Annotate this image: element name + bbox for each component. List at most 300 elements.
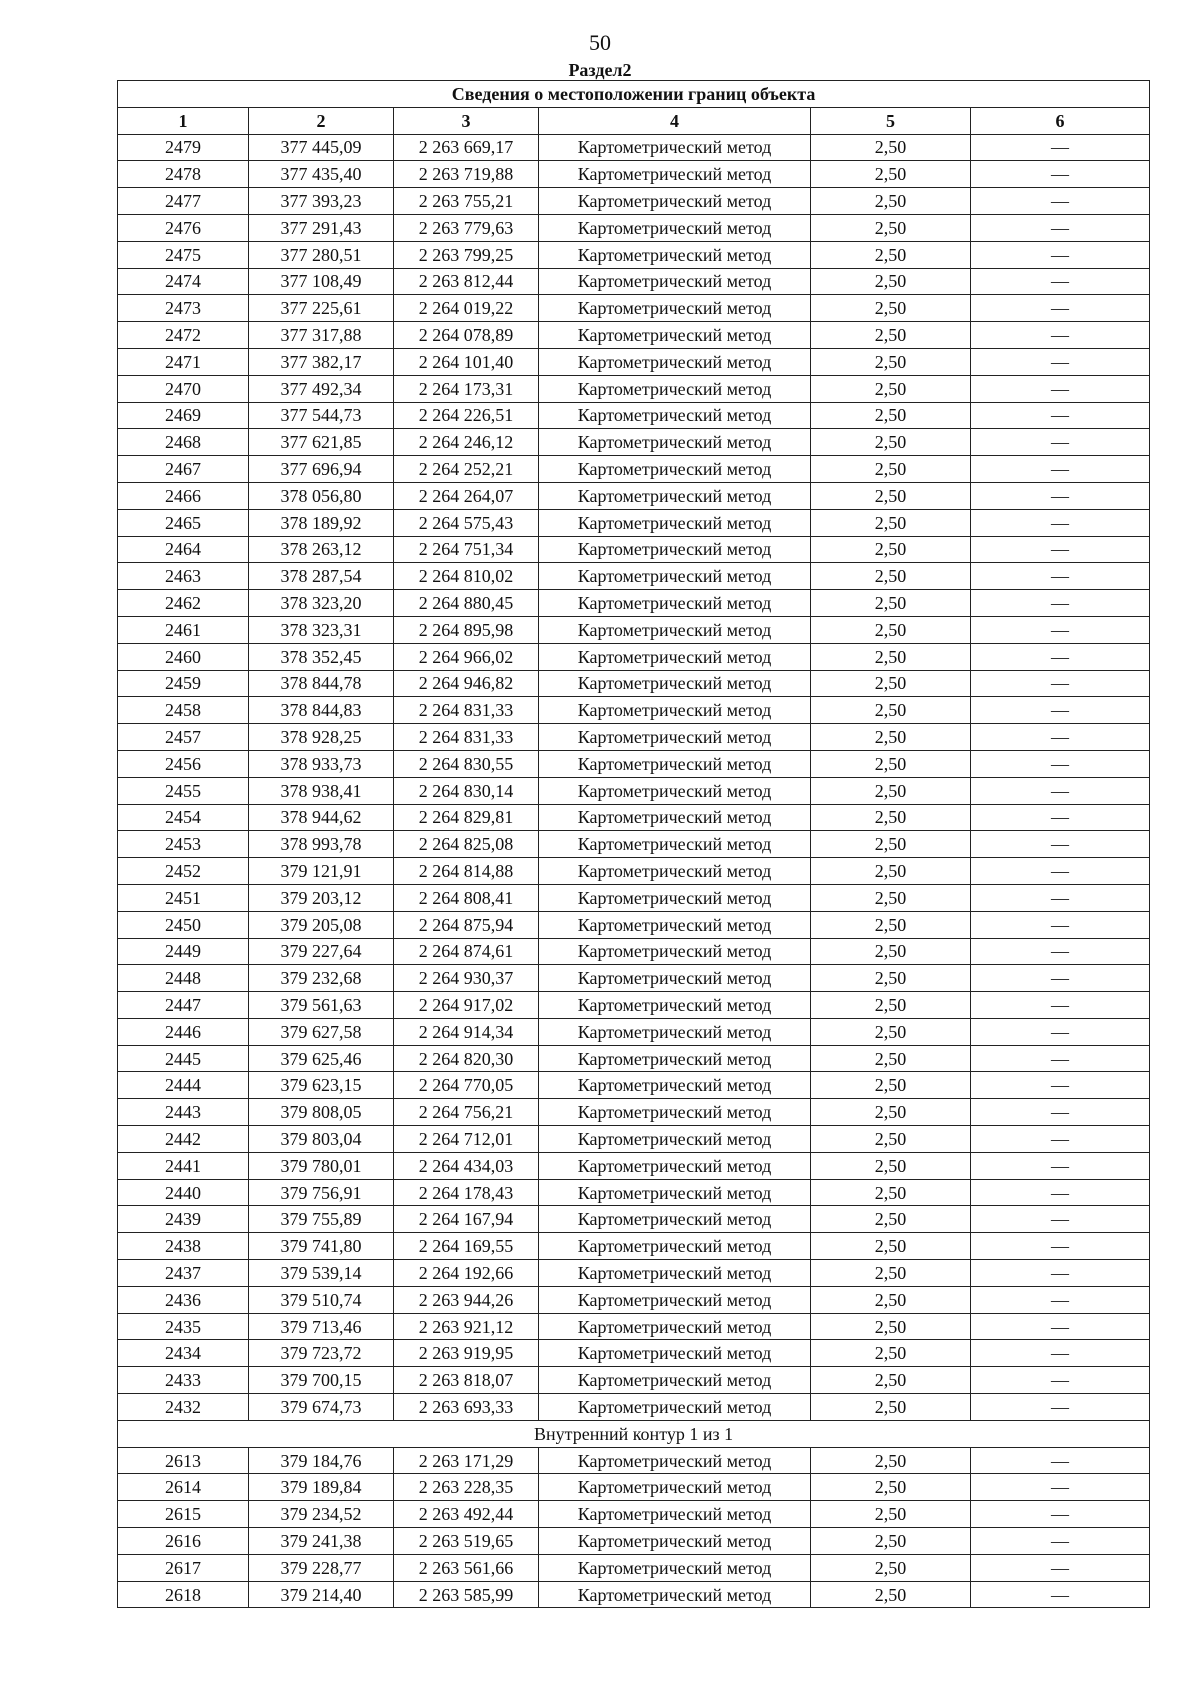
x-coordinate-cell: 379 755,89	[249, 1206, 394, 1233]
table-row	[118, 1152, 1150, 1179]
point-number-cell: 2474	[118, 268, 249, 295]
accuracy-cell: 2,50	[811, 724, 971, 751]
y-coordinate-cell: 2 264 874,61	[394, 938, 539, 965]
point-number-cell: 2460	[118, 643, 249, 670]
table-row	[118, 1367, 1150, 1394]
x-coordinate-cell: 378 933,73	[249, 750, 394, 777]
y-coordinate-cell: 2 264 946,82	[394, 670, 539, 697]
accuracy-cell: 2,50	[811, 992, 971, 1019]
y-coordinate-cell: 2 264 712,01	[394, 1126, 539, 1153]
y-coordinate-cell: 2 264 820,30	[394, 1045, 539, 1072]
table-row	[118, 348, 1150, 375]
table-row	[118, 1206, 1150, 1233]
y-coordinate-cell: 2 264 019,22	[394, 295, 539, 322]
point-number-cell: 2434	[118, 1340, 249, 1367]
method-cell: Картометрический метод	[539, 1286, 811, 1313]
y-coordinate-cell: 2 264 078,89	[394, 322, 539, 349]
point-number-cell: 2441	[118, 1152, 249, 1179]
table-row	[118, 831, 1150, 858]
y-coordinate-cell: 2 264 895,98	[394, 616, 539, 643]
y-coordinate-cell: 2 264 756,21	[394, 1099, 539, 1126]
note-cell: —	[971, 724, 1150, 751]
x-coordinate-cell: 377 445,09	[249, 134, 394, 161]
table-row	[118, 777, 1150, 804]
table-row	[118, 1072, 1150, 1099]
method-cell: Картометрический метод	[539, 911, 811, 938]
accuracy-cell: 2,50	[811, 1528, 971, 1555]
note-cell: —	[971, 509, 1150, 536]
accuracy-cell: 2,50	[811, 563, 971, 590]
accuracy-cell: 2,50	[811, 1340, 971, 1367]
x-coordinate-cell: 379 700,15	[249, 1367, 394, 1394]
point-number-cell: 2458	[118, 697, 249, 724]
note-cell: —	[971, 1313, 1150, 1340]
y-coordinate-cell: 2 264 810,02	[394, 563, 539, 590]
point-number-cell: 2470	[118, 375, 249, 402]
accuracy-cell: 2,50	[811, 1313, 971, 1340]
note-cell: —	[971, 1286, 1150, 1313]
y-coordinate-cell: 2 264 264,07	[394, 482, 539, 509]
x-coordinate-cell: 377 393,23	[249, 188, 394, 215]
y-coordinate-cell: 2 263 171,29	[394, 1447, 539, 1474]
note-cell: —	[971, 1152, 1150, 1179]
y-coordinate-cell: 2 263 719,88	[394, 161, 539, 188]
method-cell: Картометрический метод	[539, 456, 811, 483]
y-coordinate-cell: 2 264 226,51	[394, 402, 539, 429]
method-cell: Картометрический метод	[539, 938, 811, 965]
method-cell: Картометрический метод	[539, 509, 811, 536]
accuracy-cell: 2,50	[811, 1501, 971, 1528]
y-coordinate-cell: 2 263 944,26	[394, 1286, 539, 1313]
point-number-cell: 2461	[118, 616, 249, 643]
y-coordinate-cell: 2 264 178,43	[394, 1179, 539, 1206]
method-cell: Картометрический метод	[539, 295, 811, 322]
note-cell: —	[971, 965, 1150, 992]
note-cell: —	[971, 1260, 1150, 1287]
y-coordinate-cell: 2 264 770,05	[394, 1072, 539, 1099]
method-cell: Картометрический метод	[539, 1313, 811, 1340]
point-number-cell: 2615	[118, 1501, 249, 1528]
point-number-cell: 2468	[118, 429, 249, 456]
x-coordinate-cell: 378 844,83	[249, 697, 394, 724]
accuracy-cell: 2,50	[811, 188, 971, 215]
x-coordinate-cell: 379 205,08	[249, 911, 394, 938]
y-coordinate-cell: 2 264 917,02	[394, 992, 539, 1019]
method-cell: Картометрический метод	[539, 161, 811, 188]
x-coordinate-cell: 377 696,94	[249, 456, 394, 483]
method-cell: Картометрический метод	[539, 804, 811, 831]
note-cell: —	[971, 375, 1150, 402]
accuracy-cell: 2,50	[811, 1099, 971, 1126]
point-number-cell: 2459	[118, 670, 249, 697]
x-coordinate-cell: 379 803,04	[249, 1126, 394, 1153]
point-number-cell: 2444	[118, 1072, 249, 1099]
point-number-cell: 2449	[118, 938, 249, 965]
y-coordinate-cell: 2 263 921,12	[394, 1313, 539, 1340]
point-number-cell: 2618	[118, 1581, 249, 1608]
y-coordinate-cell: 2 263 799,25	[394, 241, 539, 268]
method-cell: Картометрический метод	[539, 1340, 811, 1367]
table-row	[118, 1501, 1150, 1528]
method-cell: Картометрический метод	[539, 643, 811, 670]
accuracy-cell: 2,50	[811, 804, 971, 831]
table-row	[118, 643, 1150, 670]
point-number-cell: 2442	[118, 1126, 249, 1153]
x-coordinate-cell: 377 291,43	[249, 214, 394, 241]
method-cell: Картометрический метод	[539, 831, 811, 858]
x-coordinate-cell: 378 938,41	[249, 777, 394, 804]
method-cell: Картометрический метод	[539, 563, 811, 590]
note-cell: —	[971, 1501, 1150, 1528]
note-cell: —	[971, 750, 1150, 777]
table-row	[118, 1340, 1150, 1367]
point-number-cell: 2477	[118, 188, 249, 215]
point-number-cell: 2479	[118, 134, 249, 161]
note-cell: —	[971, 670, 1150, 697]
method-cell: Картометрический метод	[539, 965, 811, 992]
accuracy-cell: 2,50	[811, 1447, 971, 1474]
y-coordinate-cell: 2 264 252,21	[394, 456, 539, 483]
table-row	[118, 563, 1150, 590]
method-cell: Картометрический метод	[539, 1233, 811, 1260]
page-number: 50	[589, 30, 611, 55]
method-cell: Картометрический метод	[539, 482, 811, 509]
method-cell: Картометрический метод	[539, 1260, 811, 1287]
method-cell: Картометрический метод	[539, 1206, 811, 1233]
table-row	[118, 429, 1150, 456]
x-coordinate-cell: 378 993,78	[249, 831, 394, 858]
x-coordinate-cell: 378 928,25	[249, 724, 394, 751]
table-row	[118, 509, 1150, 536]
point-number-cell: 2450	[118, 911, 249, 938]
note-cell: —	[971, 590, 1150, 617]
point-number-cell: 2463	[118, 563, 249, 590]
accuracy-cell: 2,50	[811, 456, 971, 483]
table-row	[118, 1099, 1150, 1126]
method-cell: Картометрический метод	[539, 884, 811, 911]
note-cell: —	[971, 616, 1150, 643]
x-coordinate-cell: 377 544,73	[249, 402, 394, 429]
point-number-cell: 2438	[118, 1233, 249, 1260]
accuracy-cell: 2,50	[811, 1152, 971, 1179]
method-cell: Картометрический метод	[539, 1367, 811, 1394]
point-number-cell: 2473	[118, 295, 249, 322]
note-cell: —	[971, 322, 1150, 349]
x-coordinate-cell: 378 844,78	[249, 670, 394, 697]
note-cell: —	[971, 1367, 1150, 1394]
accuracy-cell: 2,50	[811, 348, 971, 375]
method-cell: Картометрический метод	[539, 1581, 811, 1608]
y-coordinate-cell: 2 263 561,66	[394, 1554, 539, 1581]
table-row	[118, 161, 1150, 188]
method-cell: Картометрический метод	[539, 188, 811, 215]
x-coordinate-cell: 379 539,14	[249, 1260, 394, 1287]
point-number-cell: 2471	[118, 348, 249, 375]
y-coordinate-cell: 2 264 830,14	[394, 777, 539, 804]
point-number-cell: 2475	[118, 241, 249, 268]
y-coordinate-cell: 2 264 825,08	[394, 831, 539, 858]
method-cell: Картометрический метод	[539, 375, 811, 402]
column-header-row	[118, 107, 1150, 134]
method-cell: Картометрический метод	[539, 1018, 811, 1045]
table-row	[118, 1313, 1150, 1340]
x-coordinate-cell: 377 435,40	[249, 161, 394, 188]
point-number-cell: 2616	[118, 1528, 249, 1555]
table-row	[118, 1474, 1150, 1501]
table-row	[118, 1126, 1150, 1153]
accuracy-cell: 2,50	[811, 831, 971, 858]
y-coordinate-cell: 2 264 875,94	[394, 911, 539, 938]
table-row	[118, 804, 1150, 831]
y-coordinate-cell: 2 264 167,94	[394, 1206, 539, 1233]
x-coordinate-cell: 379 674,73	[249, 1394, 394, 1421]
note-cell: —	[971, 1447, 1150, 1474]
inner-contour-section	[118, 1420, 1150, 1447]
note-cell: —	[971, 268, 1150, 295]
accuracy-cell: 2,50	[811, 777, 971, 804]
y-coordinate-cell: 2 263 492,44	[394, 1501, 539, 1528]
method-cell: Картометрический метод	[539, 750, 811, 777]
method-cell: Картометрический метод	[539, 616, 811, 643]
method-cell: Картометрический метод	[539, 1072, 811, 1099]
point-number-cell: 2433	[118, 1367, 249, 1394]
x-coordinate-cell: 377 108,49	[249, 268, 394, 295]
y-coordinate-cell: 2 264 192,66	[394, 1260, 539, 1287]
method-cell: Картометрический метод	[539, 777, 811, 804]
note-cell: —	[971, 1099, 1150, 1126]
method-cell: Картометрический метод	[539, 429, 811, 456]
x-coordinate-cell: 379 510,74	[249, 1286, 394, 1313]
accuracy-cell: 2,50	[811, 1581, 971, 1608]
inner-contour-rows	[118, 1447, 1150, 1608]
accuracy-cell: 2,50	[811, 161, 971, 188]
accuracy-cell: 2,50	[811, 670, 971, 697]
table-row	[118, 322, 1150, 349]
x-coordinate-cell: 379 808,05	[249, 1099, 394, 1126]
note-cell: —	[971, 429, 1150, 456]
accuracy-cell: 2,50	[811, 616, 971, 643]
x-coordinate-cell: 379 561,63	[249, 992, 394, 1019]
point-number-cell: 2452	[118, 858, 249, 885]
x-coordinate-cell: 379 214,40	[249, 1581, 394, 1608]
note-cell: —	[971, 1554, 1150, 1581]
method-cell: Картометрический метод	[539, 1554, 811, 1581]
point-number-cell: 2478	[118, 161, 249, 188]
x-coordinate-cell: 378 189,92	[249, 509, 394, 536]
x-coordinate-cell: 379 741,80	[249, 1233, 394, 1260]
point-number-cell: 2464	[118, 536, 249, 563]
y-coordinate-cell: 2 264 880,45	[394, 590, 539, 617]
note-cell: —	[971, 1179, 1150, 1206]
point-number-cell: 2465	[118, 509, 249, 536]
column-header: 5	[811, 107, 971, 134]
table-row	[118, 402, 1150, 429]
note-cell: —	[971, 161, 1150, 188]
accuracy-cell: 2,50	[811, 214, 971, 241]
x-coordinate-cell: 378 287,54	[249, 563, 394, 590]
note-cell: —	[971, 1340, 1150, 1367]
accuracy-cell: 2,50	[811, 1018, 971, 1045]
x-coordinate-cell: 379 228,77	[249, 1554, 394, 1581]
table-row	[118, 724, 1150, 751]
boundary-coordinates-table	[117, 80, 1150, 1608]
accuracy-cell: 2,50	[811, 965, 971, 992]
point-number-cell: 2469	[118, 402, 249, 429]
method-cell: Картометрический метод	[539, 1501, 811, 1528]
note-cell: —	[971, 563, 1150, 590]
table-row	[118, 1018, 1150, 1045]
table-row	[118, 1554, 1150, 1581]
x-coordinate-cell: 379 623,15	[249, 1072, 394, 1099]
point-number-cell: 2437	[118, 1260, 249, 1287]
method-cell: Картометрический метод	[539, 697, 811, 724]
y-coordinate-cell: 2 263 755,21	[394, 188, 539, 215]
method-cell: Картометрический метод	[539, 858, 811, 885]
y-coordinate-cell: 2 263 585,99	[394, 1581, 539, 1608]
outer-contour-rows	[118, 134, 1150, 1420]
y-coordinate-cell: 2 264 575,43	[394, 509, 539, 536]
y-coordinate-cell: 2 264 966,02	[394, 643, 539, 670]
column-header: 1	[118, 107, 249, 134]
method-cell: Картометрический метод	[539, 1474, 811, 1501]
x-coordinate-cell: 378 352,45	[249, 643, 394, 670]
table-row	[118, 750, 1150, 777]
method-cell: Картометрический метод	[539, 1099, 811, 1126]
note-cell: —	[971, 1394, 1150, 1421]
table-row	[118, 1394, 1150, 1421]
x-coordinate-cell: 378 323,20	[249, 590, 394, 617]
point-number-cell: 2617	[118, 1554, 249, 1581]
x-coordinate-cell: 378 323,31	[249, 616, 394, 643]
note-cell: —	[971, 214, 1150, 241]
x-coordinate-cell: 379 713,46	[249, 1313, 394, 1340]
note-cell: —	[971, 831, 1150, 858]
table-row	[118, 1447, 1150, 1474]
y-coordinate-cell: 2 263 818,07	[394, 1367, 539, 1394]
method-cell: Картометрический метод	[539, 724, 811, 751]
note-cell: —	[971, 911, 1150, 938]
x-coordinate-cell: 379 241,38	[249, 1528, 394, 1555]
method-cell: Картометрический метод	[539, 1447, 811, 1474]
x-coordinate-cell: 378 263,12	[249, 536, 394, 563]
method-cell: Картометрический метод	[539, 348, 811, 375]
accuracy-cell: 2,50	[811, 241, 971, 268]
accuracy-cell: 2,50	[811, 482, 971, 509]
accuracy-cell: 2,50	[811, 536, 971, 563]
x-coordinate-cell: 379 780,01	[249, 1152, 394, 1179]
accuracy-cell: 2,50	[811, 1126, 971, 1153]
note-cell: —	[971, 241, 1150, 268]
y-coordinate-cell: 2 264 751,34	[394, 536, 539, 563]
point-number-cell: 2614	[118, 1474, 249, 1501]
method-cell: Картометрический метод	[539, 590, 811, 617]
x-coordinate-cell: 378 056,80	[249, 482, 394, 509]
column-header: 4	[539, 107, 811, 134]
note-cell: —	[971, 188, 1150, 215]
point-number-cell: 2453	[118, 831, 249, 858]
note-cell: —	[971, 536, 1150, 563]
note-cell: —	[971, 1126, 1150, 1153]
table-row	[118, 375, 1150, 402]
table-row	[118, 482, 1150, 509]
point-number-cell: 2476	[118, 214, 249, 241]
method-cell: Картометрический метод	[539, 992, 811, 1019]
method-cell: Картометрический метод	[539, 1179, 811, 1206]
note-cell: —	[971, 1045, 1150, 1072]
x-coordinate-cell: 377 382,17	[249, 348, 394, 375]
note-cell: —	[971, 992, 1150, 1019]
note-cell: —	[971, 884, 1150, 911]
point-number-cell: 2467	[118, 456, 249, 483]
note-cell: —	[971, 1018, 1150, 1045]
note-cell: —	[971, 777, 1150, 804]
point-number-cell: 2455	[118, 777, 249, 804]
x-coordinate-cell: 377 492,34	[249, 375, 394, 402]
x-coordinate-cell: 379 625,46	[249, 1045, 394, 1072]
y-coordinate-cell: 2 263 812,44	[394, 268, 539, 295]
x-coordinate-cell: 379 189,84	[249, 1474, 394, 1501]
x-coordinate-cell: 379 121,91	[249, 858, 394, 885]
accuracy-cell: 2,50	[811, 295, 971, 322]
point-number-cell: 2454	[118, 804, 249, 831]
x-coordinate-cell: 379 203,12	[249, 884, 394, 911]
note-cell: —	[971, 1206, 1150, 1233]
table-row	[118, 1528, 1150, 1555]
y-coordinate-cell: 2 264 829,81	[394, 804, 539, 831]
y-coordinate-cell: 2 263 519,65	[394, 1528, 539, 1555]
method-cell: Картометрический метод	[539, 1126, 811, 1153]
accuracy-cell: 2,50	[811, 1260, 971, 1287]
method-cell: Картометрический метод	[539, 1528, 811, 1555]
accuracy-cell: 2,50	[811, 1206, 971, 1233]
note-cell: —	[971, 804, 1150, 831]
table-row	[118, 590, 1150, 617]
y-coordinate-cell: 2 264 914,34	[394, 1018, 539, 1045]
method-cell: Картометрический метод	[539, 322, 811, 349]
point-number-cell: 2436	[118, 1286, 249, 1313]
note-cell: —	[971, 1233, 1150, 1260]
accuracy-cell: 2,50	[811, 643, 971, 670]
y-coordinate-cell: 2 264 808,41	[394, 884, 539, 911]
y-coordinate-cell: 2 263 693,33	[394, 1394, 539, 1421]
note-cell: —	[971, 858, 1150, 885]
table-row	[118, 858, 1150, 885]
y-coordinate-cell: 2 264 814,88	[394, 858, 539, 885]
note-cell: —	[971, 348, 1150, 375]
point-number-cell: 2457	[118, 724, 249, 751]
accuracy-cell: 2,50	[811, 322, 971, 349]
note-cell: —	[971, 1581, 1150, 1608]
point-number-cell: 2462	[118, 590, 249, 617]
point-number-cell: 2472	[118, 322, 249, 349]
accuracy-cell: 2,50	[811, 402, 971, 429]
accuracy-cell: 2,50	[811, 590, 971, 617]
accuracy-cell: 2,50	[811, 750, 971, 777]
table-caption: Сведения о местоположении границ объекта	[118, 81, 1150, 108]
accuracy-cell: 2,50	[811, 1394, 971, 1421]
x-coordinate-cell: 379 184,76	[249, 1447, 394, 1474]
method-cell: Картометрический метод	[539, 241, 811, 268]
table-row	[118, 697, 1150, 724]
x-coordinate-cell: 379 232,68	[249, 965, 394, 992]
y-coordinate-cell: 2 264 173,31	[394, 375, 539, 402]
table-row	[118, 911, 1150, 938]
table-row	[118, 456, 1150, 483]
note-cell: —	[971, 1072, 1150, 1099]
table-row	[118, 616, 1150, 643]
note-cell: —	[971, 643, 1150, 670]
x-coordinate-cell: 379 723,72	[249, 1340, 394, 1367]
